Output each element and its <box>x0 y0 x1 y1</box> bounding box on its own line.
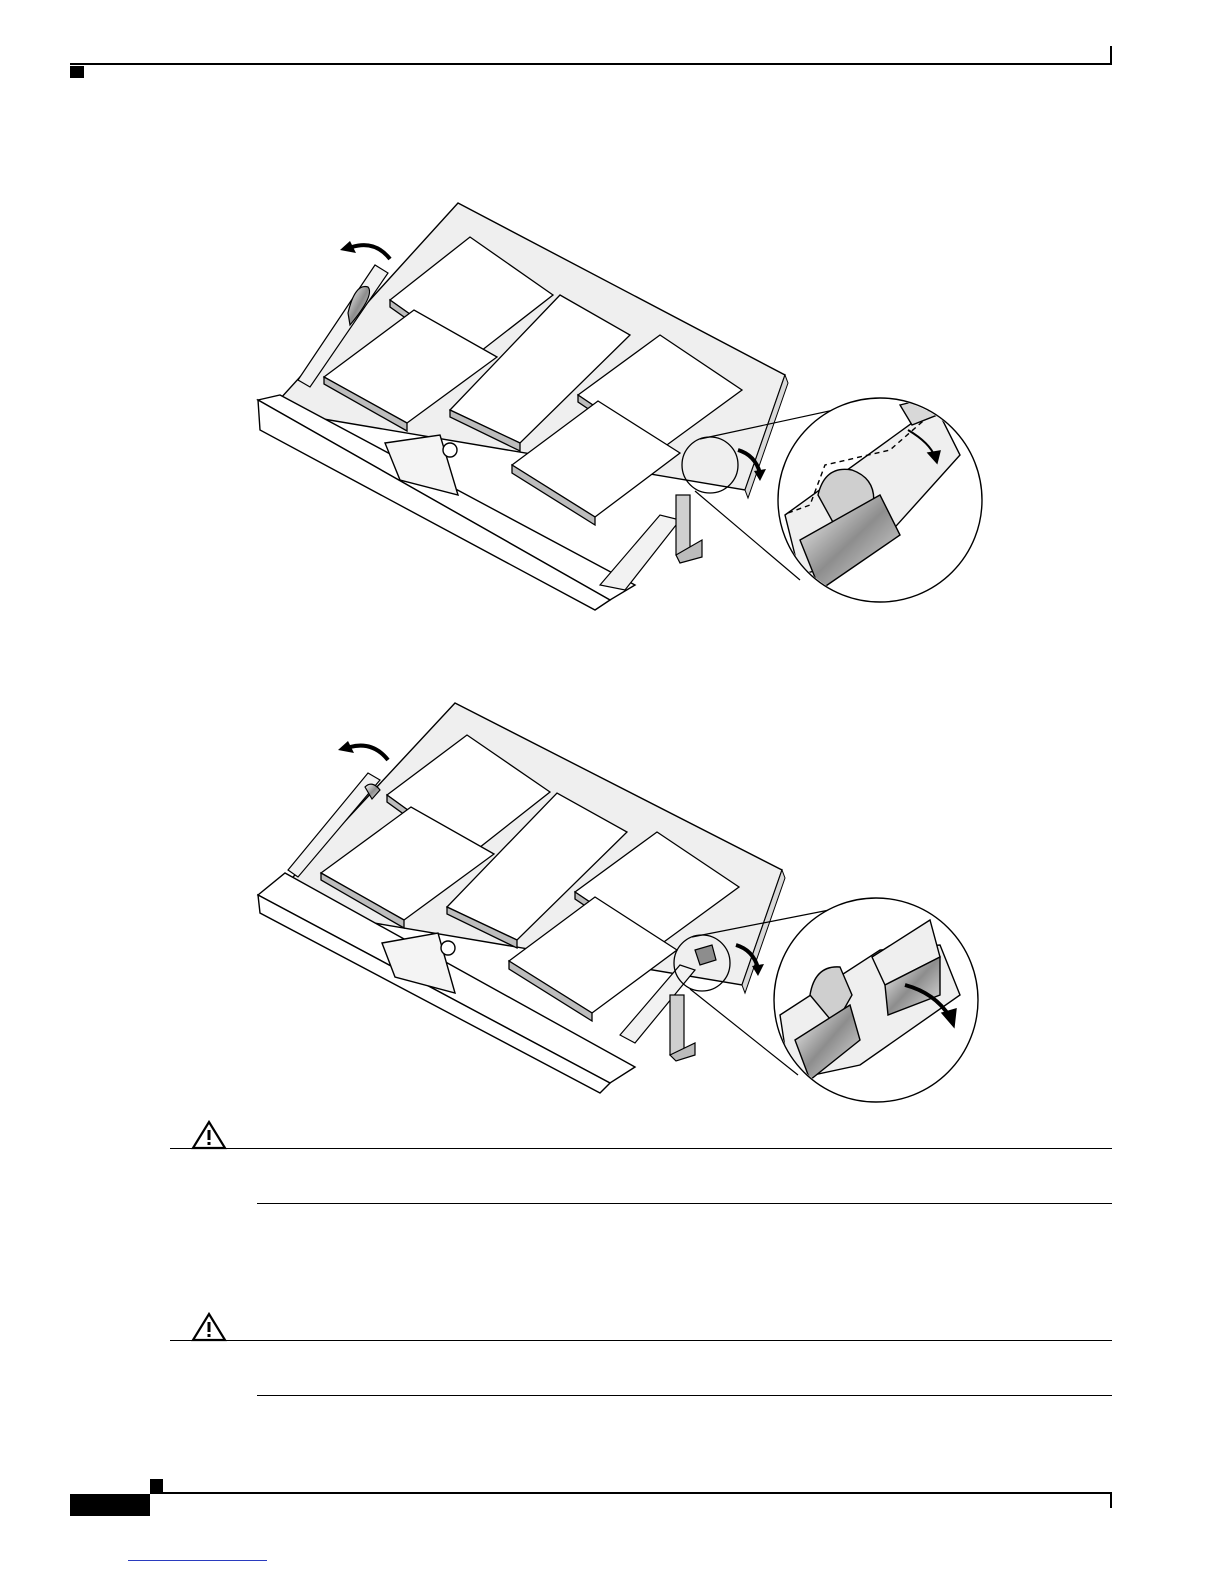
header-square-marker-icon <box>70 66 84 78</box>
caution-bottom-rule <box>257 1203 1112 1204</box>
magnified-latch-open-detail <box>774 898 978 1102</box>
footer-link-underline[interactable] <box>128 1560 267 1561</box>
release-arrow-icon <box>350 746 388 760</box>
caution-triangle-icon <box>191 1312 227 1342</box>
right-latch <box>600 495 702 590</box>
memory-module-latch-open-figure <box>240 695 1000 1115</box>
header-tick <box>1110 46 1112 64</box>
header-rule <box>70 63 1112 65</box>
footer-page-block-icon <box>70 1494 150 1516</box>
footer-square-marker-icon <box>150 1479 163 1492</box>
caution-top-rule <box>170 1340 1112 1341</box>
caution-top-rule <box>170 1148 1112 1149</box>
release-arrow-icon <box>352 245 390 259</box>
magnified-latch-detail <box>778 395 982 602</box>
caution-bottom-rule <box>257 1395 1112 1396</box>
footer-tick <box>1110 1494 1112 1508</box>
memory-module-latch-release-figure <box>240 195 1000 615</box>
footer-rule <box>150 1492 1112 1494</box>
caution-triangle-icon <box>191 1120 227 1150</box>
